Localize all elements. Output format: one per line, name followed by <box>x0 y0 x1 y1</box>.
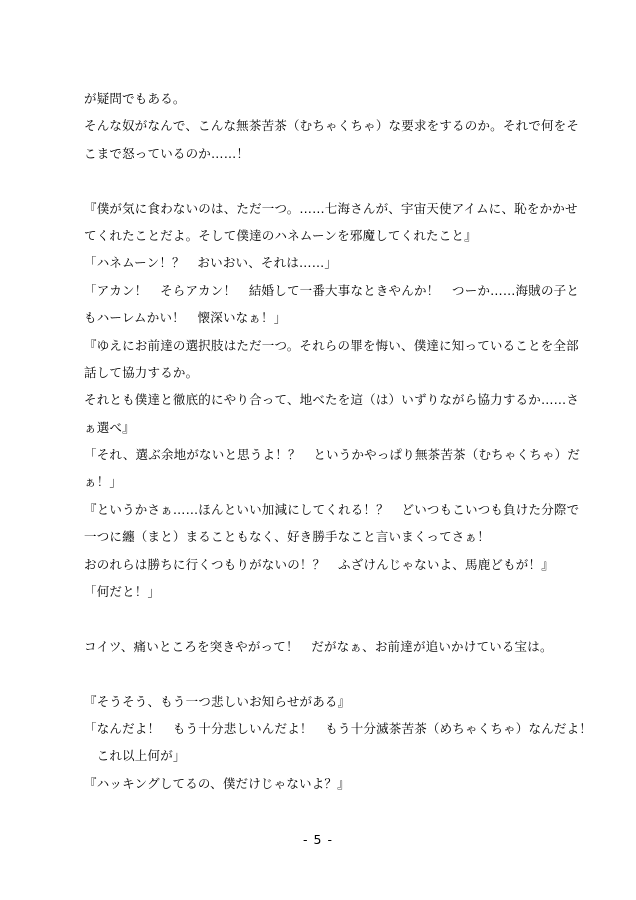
text-line: これ以上何が」 <box>84 748 186 764</box>
text-line: 「何だと！」 <box>84 584 161 600</box>
text-line: 『というかさぁ……ほんといい加減にしてくれる！？ どいつもこいつも負けた分際で <box>84 501 580 517</box>
text-line: それとも僕達と徹底的にやり合って、地べたを這（は）いずりながら協力するか……さ <box>84 392 580 408</box>
page-number: - 5 - <box>303 832 333 847</box>
body-text <box>84 85 593 797</box>
text-line: 「それ、選ぶ余地がないと思うよ！？ というかやっぱり無茶苦茶（むちゃくちゃ）だ <box>84 447 581 463</box>
text-line: てくれたことだよ。そして僕達のハネムーンを邪魔してくれたこと』 <box>84 227 477 243</box>
text-line: 一つに纏（まと）まることもなく、好き勝手なこと言いまくってさぁ！ <box>84 529 490 545</box>
text-line: もハーレムかい！ 懐深いなぁ！」 <box>84 310 287 326</box>
text-line: 『僕が気に食わないのは、ただ一つ。……七海さんが、宇宙天使アイムに、恥をかかせ <box>84 200 578 216</box>
text-line: そんな奴がなんで、こんな無茶苦茶（むちゃくちゃ）な要求をするのか。それで何をそ <box>84 118 580 134</box>
text-line: ぁ！」 <box>84 474 123 490</box>
text-line: 『そうそう、もう一つ悲しいお知らせがある』 <box>84 693 351 709</box>
text-line: 「アカン！ そらアカン！ 結婚して一番大事なときやんか！ つーか……海賊の子と <box>84 282 580 298</box>
blank-line <box>84 605 558 632</box>
text-line: こまで怒っているのか……！ <box>84 145 250 161</box>
text-line: が疑問でもある。 <box>84 91 186 106</box>
text-line: 『ハッキングしてるの、僕だけじゃないよ？』 <box>84 775 350 791</box>
blank-line <box>84 167 558 194</box>
text-line: おのれらは勝ちに行くつもりがないの！？ ふざけんじゃないよ、馬鹿どもが！』 <box>84 556 554 572</box>
text-line: 「ハネムーン！？ おいおい、それは……」 <box>84 255 338 271</box>
text-line: コイツ、痛いところを突きやがって！ だがなぁ、お前達が追いかけている宝は。 <box>84 638 553 654</box>
text-line: 『ゆえにお前達の選択肢はただ一つ。それらの罪を悔い、僕達に知っていることを全部 <box>84 337 579 353</box>
text-line: 話して協力するか。 <box>84 364 199 380</box>
blank-line <box>84 660 558 687</box>
text-line: 「なんだよ！ もう十分悲しいんだよ！ もう十分滅茶苦茶（めちゃくちゃ）なんだよ！ <box>84 720 593 736</box>
text-line: ぁ選べ』 <box>84 419 135 435</box>
